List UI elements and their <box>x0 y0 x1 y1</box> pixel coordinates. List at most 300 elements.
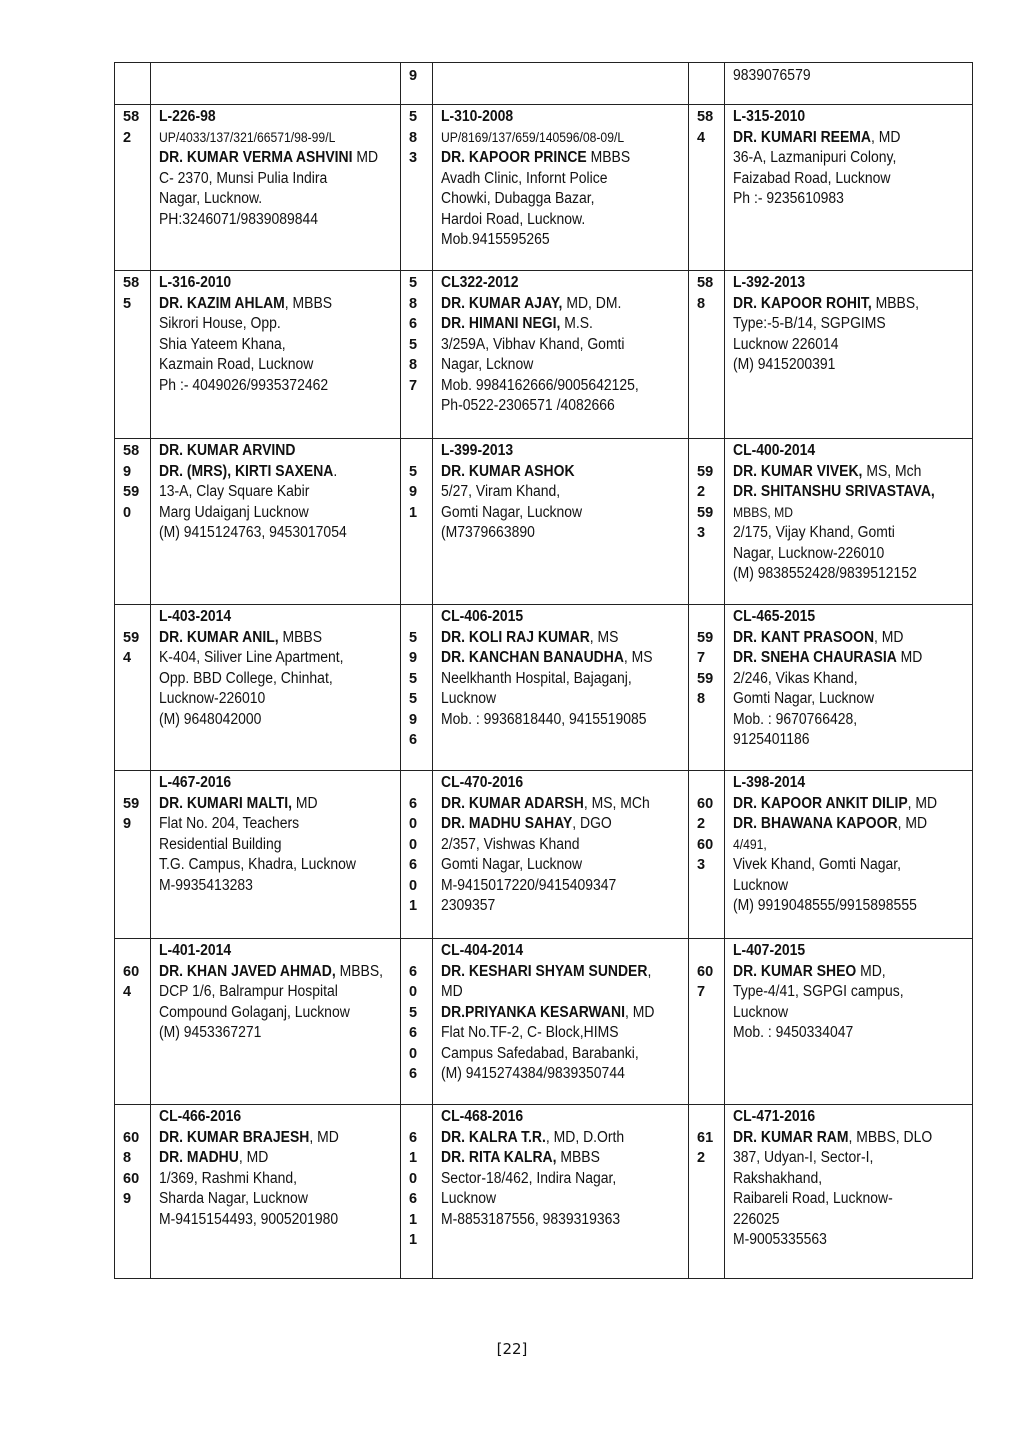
entry-cell <box>433 939 689 1105</box>
detail-line: Mob. : 9936818440, 9415519085 <box>441 710 647 728</box>
entry-number-part: 59 <box>697 504 714 521</box>
entry-number-part: 9 <box>123 816 132 832</box>
entry-number-part <box>409 441 432 462</box>
entry-number-part: 1 <box>409 504 418 521</box>
entry-cell <box>725 439 973 605</box>
num-cell <box>401 439 433 605</box>
detail-line: (M) 9415200391 <box>733 356 836 373</box>
doctor-directory-table <box>114 62 973 1279</box>
qualification: , MBBS, DLO <box>848 1128 933 1146</box>
detail-line: Rakshakhand, <box>733 1169 823 1187</box>
doctor-name: DR. KESHARI SHYAM SUNDER <box>441 962 648 980</box>
entry-number-part: 4 <box>123 650 132 666</box>
doctor-name: DR. KAZIM AHLAM <box>159 294 285 312</box>
entry-number-part: 9 <box>409 484 418 500</box>
num-cell <box>689 605 725 771</box>
entry-number-part <box>697 1107 724 1128</box>
doctor-name-line <box>441 794 662 815</box>
detail-line: Ph :- 4049026/9935372462 <box>159 376 329 394</box>
doctor-name: DR. KUMAR ARVIND <box>159 442 296 459</box>
registration-number: L-407-2015 <box>733 942 806 959</box>
doctor-name-line <box>441 314 662 335</box>
entry-number-part: 7 <box>697 984 706 1000</box>
doctor-name: DR. KAPOOR PRINCE <box>441 149 587 166</box>
doctor-name: DR. KAPOOR ROHIT, <box>733 294 872 312</box>
qualification: MBBS <box>556 1149 600 1166</box>
table-row <box>115 439 973 605</box>
entry-number-part: 1 <box>409 1211 418 1228</box>
entry-number-part: 8 <box>409 295 418 312</box>
num-cell <box>115 271 151 439</box>
qualification: , MD <box>624 1003 655 1021</box>
num-cell <box>689 439 725 605</box>
detail-line: Opp. BBD College, Chinhat, <box>159 669 333 687</box>
doctor-name: DR. KUMAR ANIL, <box>159 628 279 646</box>
doctor-name-line <box>733 794 946 815</box>
doctor-name-line <box>441 1148 662 1169</box>
detail-line: M-9415017220/9415409347 <box>441 876 617 894</box>
detail-line: K-404, Siliver Line Apartment, <box>159 649 344 666</box>
table-row-top <box>115 63 973 105</box>
doctor-name-line <box>733 814 946 835</box>
entry-number-part: 8 <box>409 357 418 373</box>
entry-number-part: 1 <box>409 1232 418 1248</box>
doctor-name: DR. SNEHA CHAURASIA <box>733 649 897 666</box>
entry-number-part: 1 <box>409 898 418 914</box>
doctor-name-line <box>441 628 662 649</box>
doctor-name-line <box>733 648 946 669</box>
entry-number-part: 59 <box>123 795 140 812</box>
entry-number-part: 58 <box>123 109 140 125</box>
entry-cell <box>725 939 973 1105</box>
detail-line: Lucknow <box>441 690 497 707</box>
detail-line: MBBS, MD <box>733 504 794 520</box>
doctor-name: DR. KUMAR VIVEK, <box>733 462 863 480</box>
entry-cell <box>433 605 689 771</box>
entry-number-part: 6 <box>409 1191 418 1207</box>
entry-cell <box>433 105 689 271</box>
entry-number-part: 58 <box>697 275 714 291</box>
doctor-name-line <box>733 482 946 503</box>
qualification: , MD <box>870 128 901 146</box>
entry-cell <box>433 439 689 605</box>
doctor-name-line <box>159 628 374 649</box>
table-row <box>115 939 973 1105</box>
entry-cell <box>151 605 401 771</box>
num-cell <box>689 771 725 939</box>
entry-number-part: 0 <box>409 816 418 832</box>
entry-number-part <box>409 1107 432 1128</box>
entry-number-part: 5 <box>409 670 418 687</box>
entry-cell <box>725 271 973 439</box>
detail-line: Type:-5-B/14, SGPGIMS <box>733 315 886 332</box>
qualification: , MBBS <box>284 294 333 312</box>
entry-number-part: 1 <box>409 1150 418 1166</box>
detail-line: Hardoi Road, Lucknow. <box>441 210 586 228</box>
phone-text: 9839076579 <box>733 67 811 84</box>
entry-number-part: 6 <box>409 795 418 812</box>
num-cell <box>401 63 433 105</box>
entry-number-part: 6 <box>409 963 418 980</box>
entry-number-part <box>697 441 724 462</box>
detail-line: (M) 9415124763, 9453017054 <box>159 524 347 541</box>
registration-number: CL-468-2016 <box>441 1108 524 1125</box>
detail-line: Ph-0522-2306571 /4082666 <box>441 397 615 414</box>
detail-line: Ph :- 9235610983 <box>733 190 844 207</box>
entry-number-part: 60 <box>123 1129 140 1146</box>
detail-line: MD <box>441 983 463 1000</box>
registration-number: L-315-2010 <box>733 108 806 125</box>
detail-line: M-9005335563 <box>733 1231 827 1248</box>
registration-number: CL-465-2015 <box>733 608 816 625</box>
table-row <box>115 605 973 771</box>
detail-line: M-8853187556, 9839319363 <box>441 1210 621 1228</box>
doctor-name-line <box>159 148 379 169</box>
num-cell <box>689 63 725 105</box>
entry-number-part: 3 <box>409 150 418 166</box>
entry-number-part: 7 <box>409 377 418 394</box>
entry-cell <box>725 1105 973 1279</box>
registration-number: L-392-2013 <box>733 274 806 291</box>
qualification: MBBS, <box>335 962 384 980</box>
qualification: , MD <box>238 1149 269 1166</box>
detail-line: Nagar, Lucknow. <box>159 190 263 207</box>
detail-line: Gomti Nagar, Lucknow <box>441 856 583 873</box>
num-cell <box>689 939 725 1105</box>
detail-line: Gomti Nagar, Lucknow <box>441 503 583 521</box>
registration-number: CL-466-2016 <box>159 1108 242 1125</box>
qualification: MBBS, <box>871 294 920 312</box>
entry-number-part: 0 <box>409 836 418 853</box>
detail-line: Flat No.TF-2, C- Block,HIMS <box>441 1024 619 1041</box>
entry-number-part: 0 <box>409 984 418 1000</box>
entry-number-part <box>409 773 432 794</box>
entry-number-part: 0 <box>409 877 418 894</box>
table-row <box>115 771 973 939</box>
entry-number-part: 6 <box>409 857 418 873</box>
registration-number: CL322-2012 <box>441 274 519 291</box>
detail-line: 2/357, Vishwas Khand <box>441 835 580 853</box>
qualification: MBBS <box>586 149 631 166</box>
detail-line: Gomti Nagar, Lucknow <box>733 690 875 707</box>
doctor-name: DR. KALRA T.R. <box>441 1128 546 1146</box>
entry-number-part: 9 <box>409 650 418 666</box>
entry-cell <box>433 271 689 439</box>
entry-number-part: 60 <box>697 963 714 980</box>
entry-number-part: 60 <box>123 1170 140 1187</box>
num-cell <box>401 605 433 771</box>
qualification: MD <box>896 649 923 666</box>
entry-number-part: 2 <box>697 484 706 500</box>
doctor-name-line <box>441 462 662 483</box>
entry-cell <box>151 271 401 439</box>
entry-number-part: 59 <box>697 463 714 480</box>
doctor-name: DR. (MRS), KIRTI SAXENA <box>159 462 334 480</box>
entry-number-part: 60 <box>697 836 714 853</box>
num-cell <box>115 439 151 605</box>
detail-line: (M) 9453367271 <box>159 1024 262 1041</box>
entry-number-part: 60 <box>123 963 140 980</box>
qualification: MBBS <box>278 628 323 646</box>
doctor-name-line <box>441 962 662 983</box>
qualification: , MS <box>589 628 619 646</box>
entry-cell <box>151 771 401 939</box>
qualification: , MD <box>874 628 904 646</box>
entry-number-part: 9 <box>409 711 418 728</box>
qualification: , MS, MCh <box>583 794 650 812</box>
doctor-name: DR. KUMAR SHEO <box>733 962 857 980</box>
detail-line: 36-A, Lazmanipuri Colony, <box>733 149 897 166</box>
table-row <box>115 271 973 439</box>
doctor-name-line <box>733 1128 946 1149</box>
doctor-name-line <box>159 794 374 815</box>
entry-number-part <box>123 773 150 794</box>
qualification: , MD <box>907 794 938 812</box>
entry-number-part: 59 <box>123 484 140 500</box>
detail-line: Campus Safedabad, Barabanki, <box>441 1044 639 1062</box>
registration-number: L-399-2013 <box>441 442 514 459</box>
entry-number-part: 6 <box>409 732 418 748</box>
detail-line: PH:3246071/9839089844 <box>159 210 319 228</box>
detail-line: (M) 9919048555/9915898555 <box>733 897 917 914</box>
detail-line: Mob. : 9450334047 <box>733 1024 854 1041</box>
qualification: . <box>333 462 338 480</box>
entry-number-part: 4 <box>697 129 706 146</box>
detail-line: (M) 9648042000 <box>159 710 262 728</box>
registration-number: CL-404-2014 <box>441 942 524 959</box>
table-row <box>115 105 973 271</box>
detail-line: 3/259A, Vibhav Khand, Gomti <box>441 335 625 353</box>
detail-line: C- 2370, Munsi Pulia Indira <box>159 169 328 187</box>
doctor-name-line <box>159 294 374 315</box>
qualification: , MD <box>897 815 928 832</box>
detail-line: Shia Yateem Khana, <box>159 335 286 353</box>
entry-number-part: 60 <box>697 795 714 812</box>
detail-line: Raibareli Road, Lucknow- <box>733 1190 893 1207</box>
entry-number-part: 5 <box>123 295 132 312</box>
num-cell <box>401 771 433 939</box>
entry-number-part: 59 <box>123 629 140 646</box>
detail-line: Lucknow-226010 <box>159 690 266 707</box>
qualification: MS, Mch <box>862 462 922 480</box>
detail-line: Chowki, Dubagga Bazar, <box>441 190 595 207</box>
detail-line: Flat No. 204, Teachers <box>159 815 300 832</box>
detail-line: Mob.9415595265 <box>441 231 550 248</box>
entry-number-part <box>409 941 432 962</box>
entry-number-part: 9 <box>123 463 132 480</box>
qualification: , MS <box>623 649 653 666</box>
entry-number-part: 9 <box>123 1191 132 1207</box>
qualification: , MD <box>309 1128 339 1146</box>
entry-number-part: 8 <box>697 691 706 707</box>
doctor-name-line <box>733 628 946 649</box>
qualification: , MD, D.Orth <box>545 1128 625 1146</box>
registration-number: CL-471-2016 <box>733 1108 816 1125</box>
detail-line: Type-4/41, SGPGI campus, <box>733 983 904 1000</box>
detail-line: 2/246, Vikas Khand, <box>733 669 858 687</box>
qualification: , <box>647 962 652 980</box>
detail-line: 5/27, Viram Khand, <box>441 483 561 500</box>
entry-number-part: 6 <box>409 1129 418 1146</box>
doctor-name: DR. KANT PRASOON <box>733 628 875 646</box>
doctor-name-line <box>441 814 662 835</box>
doctor-name: DR.PRIYANKA KESARWANI <box>441 1003 625 1021</box>
entry-cell <box>725 605 973 771</box>
entry-number-part: 6 <box>409 1066 418 1082</box>
num-cell <box>115 605 151 771</box>
detail-line: M-9415154493, 9005201980 <box>159 1210 339 1228</box>
detail-line: 13-A, Clay Square Kabir <box>159 483 310 500</box>
doctor-name-line <box>733 462 946 483</box>
detail-line: Lucknow 226014 <box>733 335 839 353</box>
registration-number: L-226-98 <box>159 108 216 125</box>
num-cell <box>401 1105 433 1279</box>
doctor-name: DR. KUMARI REEMA <box>733 128 871 146</box>
doctor-name: DR. RITA KALRA, <box>441 1149 557 1166</box>
detail-line: Sharda Nagar, Lucknow <box>159 1190 308 1207</box>
detail-line: 1/369, Rashmi Khand, <box>159 1169 298 1187</box>
entry-cell <box>433 1105 689 1279</box>
entry-number-part: 8 <box>409 129 418 146</box>
entry-cell <box>151 105 401 271</box>
detail-line: Sikrori House, Opp. <box>159 315 281 332</box>
num-cell <box>689 1105 725 1279</box>
entry-number-part <box>123 941 150 962</box>
entry-number-part: 4 <box>123 984 132 1000</box>
doctor-name: DR. MADHU <box>159 1149 239 1166</box>
entry-number-part <box>697 941 724 962</box>
entry-number-part: 0 <box>123 504 132 521</box>
detail-line: Faizabad Road, Lucknow <box>733 169 891 187</box>
entry-number-part: 58 <box>697 109 714 125</box>
num-cell <box>401 105 433 271</box>
num-cell <box>115 105 151 271</box>
num-cell <box>115 939 151 1105</box>
entry-number-part: 61 <box>697 1129 714 1146</box>
entry-cell <box>151 1105 401 1279</box>
detail-line: 9125401186 <box>733 731 810 748</box>
detail-line: Mob. 9984162666/9005642125, <box>441 376 639 394</box>
registration-number: L-316-2010 <box>159 274 232 291</box>
entry-number-part: 5 <box>409 463 418 480</box>
doctor-name-line <box>733 128 946 149</box>
detail-line: Sector-18/462, Indira Nagar, <box>441 1169 617 1187</box>
doctor-name: DR. HIMANI NEGI, <box>441 315 561 332</box>
doctor-name-line <box>159 1148 374 1169</box>
doctor-name-line <box>733 962 946 983</box>
num-cell <box>689 271 725 439</box>
detail-line: (M7379663890 <box>441 524 535 541</box>
entry-number-part: 0 <box>409 1170 418 1187</box>
detail-line: Vivek Khand, Gomti Nagar, <box>733 856 902 873</box>
entry-number-part: 59 <box>697 629 714 646</box>
doctor-name: DR. KUMAR ADARSH <box>441 794 584 812</box>
entry-number-part: 5 <box>409 1004 418 1021</box>
doctor-name: DR. KUMAR VERMA ASHVINI <box>159 149 353 166</box>
entry-number-part: 7 <box>697 650 706 666</box>
doctor-name-line <box>441 648 662 669</box>
detail-line: Neelkhanth Hospital, Bajaganj, <box>441 669 632 687</box>
num-cell <box>115 1105 151 1279</box>
entry-number-part: 2 <box>697 816 706 832</box>
detail-line: 2309357 <box>441 897 496 914</box>
detail-line: (M) 9415274384/9839350744 <box>441 1065 625 1082</box>
doctor-name: DR. SHITANSHU SRIVASTAVA, <box>733 483 935 500</box>
qualification: , DGO <box>572 815 612 832</box>
entry-number-part: 2 <box>123 129 132 146</box>
detail-line: Lucknow <box>733 1003 789 1021</box>
doctor-name: DR. MADHU SAHAY <box>441 815 573 832</box>
entry-number-part: 59 <box>697 670 714 687</box>
detail-line: 4/491, <box>733 836 767 852</box>
entry-cell <box>433 771 689 939</box>
qualification: MD <box>292 794 318 812</box>
entry-number: 9 <box>409 68 418 84</box>
registration-number: L-398-2014 <box>733 774 806 791</box>
detail-line: UP/4033/137/321/66571/98-99/L <box>159 129 336 145</box>
detail-line: UP/8169/137/659/140596/08-09/L <box>441 129 625 145</box>
entry-number-part: 5 <box>409 336 418 353</box>
entry-number-part <box>697 607 724 628</box>
doctor-name-line <box>159 962 384 983</box>
detail-line: T.G. Campus, Khadra, Lucknow <box>159 856 356 873</box>
entry-cell <box>725 105 973 271</box>
doctor-name-line <box>441 148 662 169</box>
entry-cell <box>151 439 401 605</box>
doctor-name: DR. KOLI RAJ KUMAR <box>441 628 590 646</box>
entry-number-part: 5 <box>409 275 418 291</box>
doctor-name: DR. KHAN JAVED AHMAD, <box>159 962 336 980</box>
entry-number-part <box>409 607 432 628</box>
detail-line: Lucknow <box>441 1190 497 1207</box>
detail-line: (M) 9838552428/9839512152 <box>733 565 917 582</box>
detail-line: DCP 1/6, Balrampur Hospital <box>159 983 338 1000</box>
detail-line: Kazmain Road, Lucknow <box>159 356 314 373</box>
detail-line: 2/175, Vijay Khand, Gomti <box>733 524 895 541</box>
registration-number: L-467-2016 <box>159 774 232 791</box>
doctor-name-line <box>733 294 946 315</box>
doctor-name: DR. KAPOOR ANKIT DILIP <box>733 794 908 812</box>
num-cell <box>401 271 433 439</box>
doctor-name: DR. KUMAR RAM <box>733 1128 849 1146</box>
registration-number: CL-406-2015 <box>441 608 524 625</box>
page-number: [22] <box>496 1340 528 1358</box>
entry-cell <box>151 939 401 1105</box>
registration-number: L-403-2014 <box>159 608 232 625</box>
qualification: MD, <box>856 962 886 980</box>
detail-line: Marg Udaiganj Lucknow <box>159 503 309 521</box>
entry-cell <box>725 771 973 939</box>
entry-number-part: 2 <box>697 1150 706 1166</box>
qualification: M.S. <box>560 315 593 332</box>
registration-number: CL-470-2016 <box>441 774 524 791</box>
doctor-name: DR. KANCHAN BANAUDHA <box>441 649 624 666</box>
entry-number-part: 5 <box>409 109 418 125</box>
detail-line: 387, Udyan-I, Sector-I, <box>733 1149 874 1166</box>
entry-cell <box>151 63 401 105</box>
detail-line: Residential Building <box>159 835 282 853</box>
detail-line: Nagar, Lcknow <box>441 356 534 373</box>
qualification: MD <box>352 149 379 166</box>
detail-line: Compound Golaganj, Lucknow <box>159 1003 350 1021</box>
num-cell <box>115 771 151 939</box>
doctor-name: DR. KUMAR BRAJESH <box>159 1128 310 1146</box>
entry-number-part <box>123 1107 150 1128</box>
entry-number-part <box>697 773 724 794</box>
entry-cell <box>433 63 689 105</box>
doctor-name-line <box>441 294 662 315</box>
entry-number-part <box>123 607 150 628</box>
